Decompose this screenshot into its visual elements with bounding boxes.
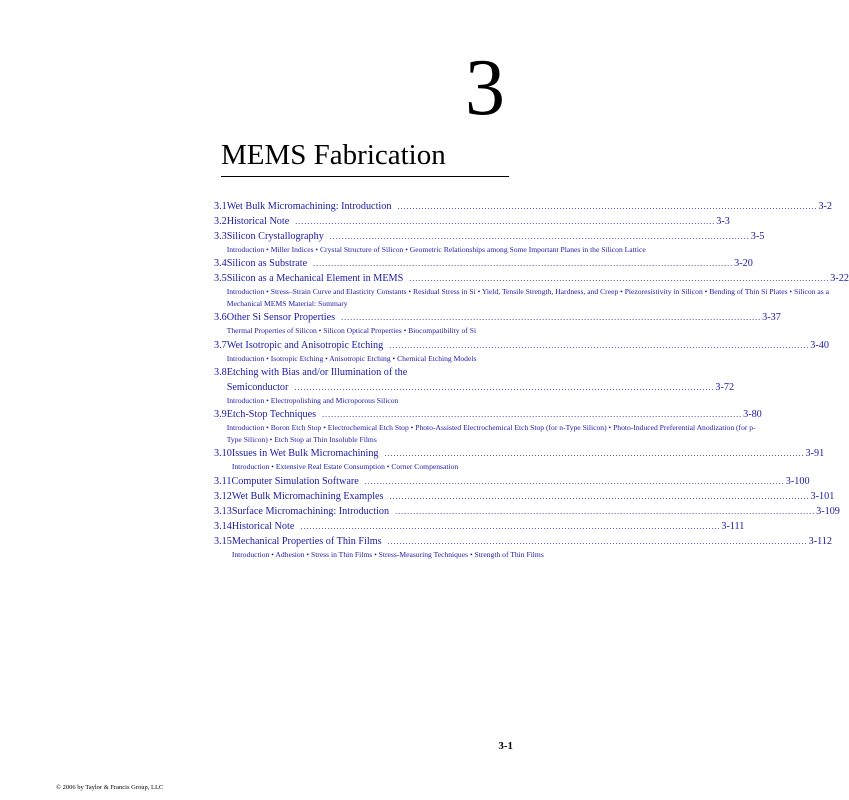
toc-section-number: 3.11	[214, 475, 232, 487]
toc-section-number: 3.10	[214, 448, 232, 460]
toc-dot-leader	[341, 310, 761, 325]
toc-dot-leader	[389, 338, 809, 353]
toc-page-number[interactable]: 3-22	[830, 273, 849, 285]
toc-section-title[interactable]: Silicon Crystallography	[226, 231, 324, 242]
toc-page-number[interactable]: 3-37	[762, 312, 781, 324]
toc-section-number: 3.14	[214, 520, 232, 532]
toc-title-line[interactable]	[227, 199, 832, 214]
toc-page-number[interactable]: 3-3	[716, 216, 730, 227]
toc-entry[interactable]	[212, 519, 745, 534]
toc-entry-body	[227, 310, 781, 337]
toc-subtopics: Introduction • Miller Indices • Crystal Structure of Silicon • Geometric Relationships among Some Important Planes in the Silicon Lattice	[226, 245, 646, 254]
toc-title-line[interactable]	[227, 214, 730, 229]
toc-subtopics: Introduction • Adhesion • Stress in Thin Films • Stress-Measuring Techniques • Strength of Thin Films	[231, 549, 544, 559]
toc-entry-body	[232, 504, 840, 519]
toc-page-number[interactable]: 3-20	[734, 258, 753, 270]
toc-section-title[interactable]: Wet Isotropic and Anisotropic Etching	[226, 339, 384, 351]
toc-subtopics: Introduction • Boron Etch Stop • Electrochemical Etch Stop • Photo-Assisted Electrochemical Etch Stop (for n-Type Silicon) • Photo-Induced Preferential Anodization (for p-Type Silicon) • Etch Stop at Thin Insoluble Films	[226, 423, 756, 444]
toc-dot-leader	[395, 504, 815, 519]
toc-entry[interactable]	[212, 338, 829, 365]
title-rule	[221, 176, 509, 177]
page-number: 3-1	[498, 740, 513, 752]
toc-section-title[interactable]: Other Si Sensor Properties	[226, 312, 336, 324]
toc-entry[interactable]	[212, 504, 840, 519]
toc-section-title[interactable]: Silicon as Substrate	[226, 258, 308, 270]
toc-entry[interactable]	[212, 310, 781, 337]
toc-entry[interactable]	[212, 256, 753, 271]
toc-entry-body	[232, 489, 834, 504]
toc-entry[interactable]	[212, 214, 730, 229]
toc-page-number[interactable]: 3-100	[785, 475, 810, 487]
toc-entry-body	[227, 214, 730, 229]
toc-page-number[interactable]: 3-101	[810, 490, 835, 502]
toc-title-line[interactable]	[232, 534, 832, 549]
toc-title-line[interactable]	[227, 407, 762, 422]
toc-title-line[interactable]	[232, 489, 834, 504]
toc-title-line[interactable]	[227, 338, 829, 353]
toc-dot-leader	[330, 229, 750, 244]
toc-title-line[interactable]	[227, 380, 734, 395]
chapter-number: 3	[465, 44, 505, 132]
toc-dot-leader	[365, 474, 785, 489]
toc-dot-leader	[294, 380, 714, 395]
toc-page-number[interactable]: 3-2	[818, 201, 833, 212]
toc-section-number: 3.15	[214, 535, 232, 547]
toc-dot-leader	[385, 446, 805, 461]
toc-dot-leader	[409, 271, 829, 286]
table-of-contents	[212, 199, 849, 561]
toc-entry[interactable]	[212, 407, 762, 446]
toc-subtopics: Thermal Properties of Silicon • Silicon Optical Properties • Biocompatibility of Si	[226, 326, 477, 336]
toc-title-line[interactable]	[232, 446, 824, 461]
toc-title-line[interactable]	[227, 229, 765, 244]
toc-entry-body	[232, 519, 745, 534]
toc-title-line[interactable]	[227, 256, 753, 271]
toc-dot-leader	[390, 489, 810, 504]
toc-subtopics: Introduction • Extensive Real Estate Consumption • Corner Compensation	[231, 462, 459, 472]
toc-subtopics: Introduction • Stress–Strain Curve and Elasticity Constants • Residual Stress in Si • Yield, Tensile Strength, Hardness, and Creep • Piezoresistivity in Silicon • Bending of Thin Si Plates • Silicon as a Mechanical MEMS Material: Summary	[226, 287, 829, 308]
toc-title-line[interactable]	[227, 310, 781, 325]
toc-dot-leader	[397, 199, 817, 214]
toc-entry[interactable]	[212, 489, 835, 504]
toc-title-line[interactable]	[231, 474, 809, 489]
toc-entry-body	[227, 256, 753, 271]
toc-section-title[interactable]: Historical Note	[226, 216, 290, 227]
toc-entry-body	[227, 365, 734, 407]
toc-section-number: 3.3	[214, 231, 227, 242]
toc-title-line[interactable]	[227, 271, 849, 286]
toc-section-number: 3.5	[214, 273, 227, 285]
toc-section-title[interactable]: Mechanical Properties of Thin Films	[231, 535, 382, 547]
toc-dot-leader	[313, 256, 733, 271]
toc-entry[interactable]	[212, 229, 765, 256]
toc-section-number: 3.1	[214, 201, 227, 212]
toc-section-number: 3.6	[214, 312, 227, 324]
toc-page-number[interactable]: 3-5	[750, 231, 765, 242]
toc-section-number: 3.12	[214, 490, 232, 502]
chapter-title: MEMS Fabrication	[221, 139, 446, 171]
toc-title-line[interactable]	[232, 504, 840, 519]
toc-entry[interactable]	[212, 365, 735, 407]
toc-entry-body	[227, 229, 765, 256]
toc-page-number[interactable]: 3-111	[721, 520, 745, 532]
toc-entry[interactable]	[212, 199, 833, 214]
toc-section-number: 3.2	[214, 216, 227, 227]
toc-entry-body	[231, 474, 809, 489]
toc-section-title[interactable]: Computer Simulation Software	[231, 475, 359, 487]
copyright-notice: © 2006 by Taylor & Francis Group, LLC	[56, 784, 164, 791]
toc-section-number: 3.13	[214, 505, 232, 517]
toc-section-title[interactable]: Silicon as a Mechanical Element in MEMS	[226, 273, 404, 285]
toc-entry-body	[232, 534, 832, 561]
toc-entry[interactable]	[212, 271, 849, 310]
toc-entry-body	[227, 407, 762, 446]
toc-entry-body	[232, 446, 824, 473]
toc-title-first-line: Etching with Bias and/or Illumination of the	[226, 367, 408, 379]
toc-dot-leader	[295, 214, 715, 229]
toc-entry[interactable]	[212, 474, 810, 489]
toc-page-number[interactable]: 3-91	[805, 448, 825, 460]
toc-entry[interactable]	[212, 534, 832, 561]
toc-dot-leader	[300, 519, 720, 534]
toc-page-number[interactable]: 3-40	[810, 339, 829, 351]
toc-entry[interactable]	[212, 446, 825, 473]
toc-entry-body	[227, 271, 849, 310]
toc-section-title[interactable]: Etch-Stop Techniques	[226, 409, 317, 421]
toc-section-title[interactable]: Surface Micromachining: Introduction	[231, 505, 390, 517]
toc-section-title[interactable]: Semiconductor	[226, 382, 289, 394]
toc-entry-body	[227, 199, 832, 214]
toc-section-number: 3.9	[214, 409, 227, 421]
toc-page-number[interactable]: 3-109	[816, 505, 840, 517]
toc-section-number: 3.8	[214, 367, 227, 379]
toc-page-number[interactable]: 3-72	[715, 382, 735, 394]
toc-dot-leader	[388, 534, 808, 549]
toc-dot-leader	[322, 407, 742, 422]
toc-section-title[interactable]: Issues in Wet Bulk Micromachining	[231, 448, 379, 460]
toc-section-title[interactable]: Wet Bulk Micromachining: Introduction	[226, 201, 392, 212]
toc-entry-body	[227, 338, 829, 365]
toc-section-title[interactable]: Historical Note	[231, 520, 295, 532]
toc-title-line[interactable]	[232, 519, 745, 534]
toc-page-number[interactable]: 3-112	[808, 535, 832, 547]
toc-subtopics: Introduction • Electropolishing and Microporous Silicon	[226, 396, 399, 406]
toc-section-number: 3.4	[214, 258, 227, 270]
toc-page-number[interactable]: 3-80	[743, 409, 762, 421]
toc-section-title[interactable]: Wet Bulk Micromachining Examples	[231, 490, 384, 502]
toc-subtopics: Introduction • Isotropic Etching • Anisotropic Etching • Chemical Etching Models	[226, 353, 477, 363]
toc-section-number: 3.7	[214, 339, 227, 351]
